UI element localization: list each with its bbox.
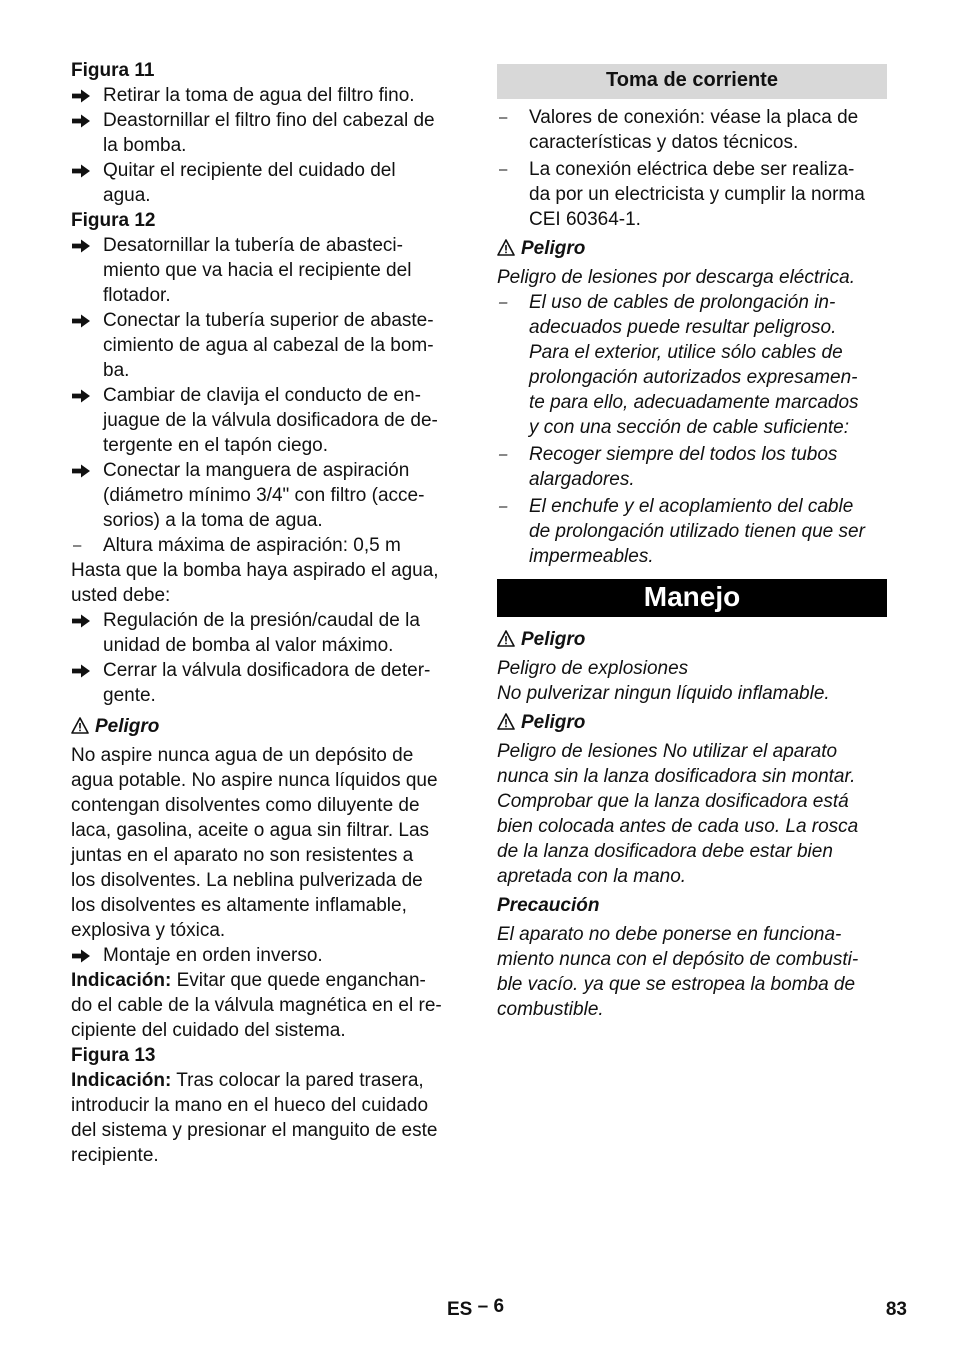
text-line: Comprobar que la lanza dosificadora está bbox=[497, 791, 849, 812]
warning-heading bbox=[497, 627, 887, 652]
text-line: de prolongación utilizado tienen que ser bbox=[529, 521, 865, 542]
warning-triangle-icon bbox=[497, 713, 515, 730]
warning-heading bbox=[71, 714, 461, 739]
text-line: juntas en el aparato no son resistentes a bbox=[71, 845, 414, 866]
arrow-right-icon bbox=[71, 89, 91, 103]
arrow-right-icon bbox=[71, 389, 91, 403]
instruction-item bbox=[71, 458, 461, 533]
arrow-bullet bbox=[71, 943, 99, 963]
text-line: adecuados puede resultar peligroso. bbox=[529, 317, 837, 338]
text-line: Montaje en orden inverso. bbox=[103, 945, 323, 966]
footer-page-number: 83 bbox=[885, 1299, 907, 1320]
warning-text bbox=[497, 656, 887, 706]
text-line: introducir la mano en el hueco del cuidado bbox=[71, 1095, 429, 1116]
arrow-right-icon bbox=[71, 239, 91, 253]
text-line: agua. bbox=[103, 185, 151, 206]
text-line: Peligro de lesiones No utilizar el aparato bbox=[497, 741, 838, 762]
figure-13-label: Figura 13 bbox=[71, 1045, 156, 1066]
warning-heading bbox=[497, 236, 887, 261]
footer-language: ES bbox=[447, 1299, 473, 1320]
text-line: prolongación autorizados expresamen- bbox=[529, 367, 858, 388]
text-line: flotador. bbox=[103, 285, 171, 306]
warning-text bbox=[71, 743, 461, 943]
text-line: (diámetro mínimo 3/4" con filtro (acce- bbox=[103, 485, 425, 506]
dash-item bbox=[497, 290, 887, 440]
warning-heading bbox=[497, 710, 887, 735]
section-heading-toma: Toma de corriente bbox=[497, 64, 887, 99]
text-line: CEI 60364-1. bbox=[529, 209, 641, 230]
text-line: bien colocada antes de cada uso. La rosca bbox=[497, 816, 859, 837]
caution-heading: Precaución bbox=[497, 895, 600, 916]
arrow-right-icon bbox=[71, 114, 91, 128]
instruction-item bbox=[71, 83, 461, 108]
text-line: y con una sección de cable suficiente: bbox=[529, 417, 850, 438]
dash-item bbox=[497, 494, 887, 569]
text-line: tergente en el tapón ciego. bbox=[103, 435, 329, 456]
instruction-item bbox=[71, 308, 461, 383]
dash-bullet: – bbox=[73, 537, 82, 554]
note-paragraph bbox=[71, 1068, 461, 1168]
left-column bbox=[71, 58, 461, 1168]
arrow-right-icon bbox=[71, 614, 91, 628]
text-line: del sistema y presionar el manguito de este bbox=[71, 1120, 438, 1141]
text-line: ble vacío. ya que se estropea la bomba de bbox=[497, 974, 856, 995]
instruction-item bbox=[71, 108, 461, 158]
text-line: No pulverizar ningun líquido inflamable. bbox=[497, 683, 830, 704]
instruction-item bbox=[71, 608, 461, 658]
text-line: miento nunca con el depósito de combusti- bbox=[497, 949, 859, 970]
instruction-item bbox=[71, 943, 461, 968]
text-line: No aspire nunca agua de un depósito de bbox=[71, 745, 414, 766]
text-line: Conectar la manguera de aspiración bbox=[103, 460, 410, 481]
figure-12-label: Figura 12 bbox=[71, 210, 156, 231]
warning-title: Peligro bbox=[521, 238, 586, 259]
text-line: El uso de cables de prolongación in- bbox=[529, 292, 836, 313]
text-line: Para el exterior, utilice sólo cables de bbox=[529, 342, 843, 363]
dash-bullet: – bbox=[499, 446, 508, 463]
note-paragraph bbox=[71, 968, 461, 1043]
arrow-bullet bbox=[71, 83, 99, 103]
text-line: de la lanza dosificadora debe estar bien bbox=[497, 841, 833, 862]
arrow-bullet bbox=[71, 158, 99, 178]
arrow-bullet bbox=[71, 383, 99, 403]
dash-bullet: – bbox=[499, 109, 508, 126]
section-heading-manejo: Manejo bbox=[497, 579, 887, 617]
dash-bullet: – bbox=[499, 294, 508, 311]
caution-text bbox=[497, 922, 887, 1022]
arrow-bullet bbox=[71, 608, 99, 628]
text-line: da por un electricista y cumplir la norma bbox=[529, 184, 865, 205]
arrow-right-icon bbox=[71, 949, 91, 963]
instruction-item bbox=[71, 158, 461, 208]
arrow-bullet bbox=[71, 458, 99, 478]
instruction-item bbox=[71, 383, 461, 458]
text-line: gente. bbox=[103, 685, 156, 706]
dash-bullet: – bbox=[499, 161, 508, 178]
text-line: cipiente del cuidado del sistema. bbox=[71, 1020, 346, 1041]
warning-intro: Peligro de lesiones por descarga eléctrica. bbox=[497, 267, 856, 288]
text-line: Cambiar de clavija el conducto de en- bbox=[103, 385, 421, 406]
text-line: combustible. bbox=[497, 999, 604, 1020]
warning-title: Peligro bbox=[521, 629, 586, 650]
text-line: la bomba. bbox=[103, 135, 187, 156]
text-line: Deastornillar el filtro fino del cabezal de bbox=[103, 110, 435, 131]
text-line: Retirar la toma de agua del filtro fino. bbox=[103, 85, 415, 106]
text-line: los disolventes es altamente inflamable, bbox=[71, 895, 407, 916]
arrow-right-icon bbox=[71, 664, 91, 678]
footer-section: – 6 bbox=[477, 1296, 505, 1317]
instruction-item bbox=[71, 658, 461, 708]
instruction-item bbox=[71, 233, 461, 308]
text-line: Conectar la tubería superior de abaste- bbox=[103, 310, 434, 331]
footer-language-section bbox=[447, 1296, 505, 1321]
text-line: apretada con la mano. bbox=[497, 866, 687, 887]
text-line: do el cable de la válvula magnética en el re- bbox=[71, 995, 442, 1016]
text-line: características y datos técnicos. bbox=[529, 132, 799, 153]
dash-item bbox=[71, 533, 461, 558]
text-line: juague de la válvula dosificadora de de- bbox=[103, 410, 438, 431]
text-line: te para ello, adecuadamente marcados bbox=[529, 392, 859, 413]
text-line: unidad de bomba al valor máximo. bbox=[103, 635, 394, 656]
text-line: Indicación: Tras colocar la pared trasera, bbox=[71, 1070, 424, 1091]
text-line: Peligro de explosiones bbox=[497, 658, 689, 679]
text-line: impermeables. bbox=[529, 546, 654, 567]
note-label: Indicación: bbox=[71, 970, 172, 991]
text-line: Valores de conexión: véase la placa de bbox=[529, 107, 859, 128]
dash-bullet: – bbox=[499, 498, 508, 515]
text-line: alargadores. bbox=[529, 469, 635, 490]
text-line: Cerrar la válvula dosificadora de deter- bbox=[103, 660, 431, 681]
text-line: Hasta que la bomba haya aspirado el agua, bbox=[71, 560, 439, 581]
text-line: contengan disolventes como diluyente de bbox=[71, 795, 420, 816]
warning-triangle-icon bbox=[497, 239, 515, 256]
text-line: usted debe: bbox=[71, 585, 171, 606]
text-line: miento que va hacia el recipiente del bbox=[103, 260, 412, 281]
text-line: agua potable. No aspire nunca líquidos que bbox=[71, 770, 438, 791]
dash-item bbox=[497, 105, 887, 155]
text-line: nunca sin la lanza dosificadora sin montar. bbox=[497, 766, 856, 787]
text-line: La conexión eléctrica debe ser realiza- bbox=[529, 159, 855, 180]
warning-text bbox=[497, 739, 887, 889]
arrow-bullet bbox=[71, 658, 99, 678]
arrow-right-icon bbox=[71, 164, 91, 178]
warning-title: Peligro bbox=[95, 716, 160, 737]
arrow-bullet bbox=[71, 108, 99, 128]
text-line: laca, gasolina, aceite o agua sin filtrar. Las bbox=[71, 820, 430, 841]
note-label: Indicación: bbox=[71, 1070, 172, 1091]
text-line: ba. bbox=[103, 360, 130, 381]
text-line: Quitar el recipiente del cuidado del bbox=[103, 160, 396, 181]
text-line: Indicación: Evitar que quede enganchan- bbox=[71, 970, 426, 991]
arrow-bullet bbox=[71, 233, 99, 253]
text-line: los disolventes. La neblina pulverizada de bbox=[71, 870, 423, 891]
dash-item bbox=[497, 157, 887, 232]
dash-item bbox=[497, 442, 887, 492]
arrow-right-icon bbox=[71, 314, 91, 328]
text-line: cimiento de agua al cabezal de la bom- bbox=[103, 335, 434, 356]
warning-title: Peligro bbox=[521, 712, 586, 733]
text-line: sorios) a la toma de agua. bbox=[103, 510, 323, 531]
text-line: Recoger siempre del todos los tubos bbox=[529, 444, 838, 465]
arrow-bullet bbox=[71, 308, 99, 328]
warning-triangle-icon bbox=[71, 717, 89, 734]
text-line: explosiva y tóxica. bbox=[71, 920, 226, 941]
arrow-right-icon bbox=[71, 464, 91, 478]
text-line: El enchufe y el acoplamiento del cable bbox=[529, 496, 854, 517]
text-line: Regulación de la presión/caudal de la bbox=[103, 610, 420, 631]
paragraph bbox=[71, 558, 461, 608]
right-column bbox=[497, 58, 887, 1022]
suction-height-text: Altura máxima de aspiración: 0,5 m bbox=[103, 535, 401, 556]
text-line: Desatornillar la tubería de abasteci- bbox=[103, 235, 403, 256]
text-line: recipiente. bbox=[71, 1145, 159, 1166]
warning-triangle-icon bbox=[497, 630, 515, 647]
text-line: El aparato no debe ponerse en funciona- bbox=[497, 924, 842, 945]
figure-11-label: Figura 11 bbox=[71, 60, 155, 81]
